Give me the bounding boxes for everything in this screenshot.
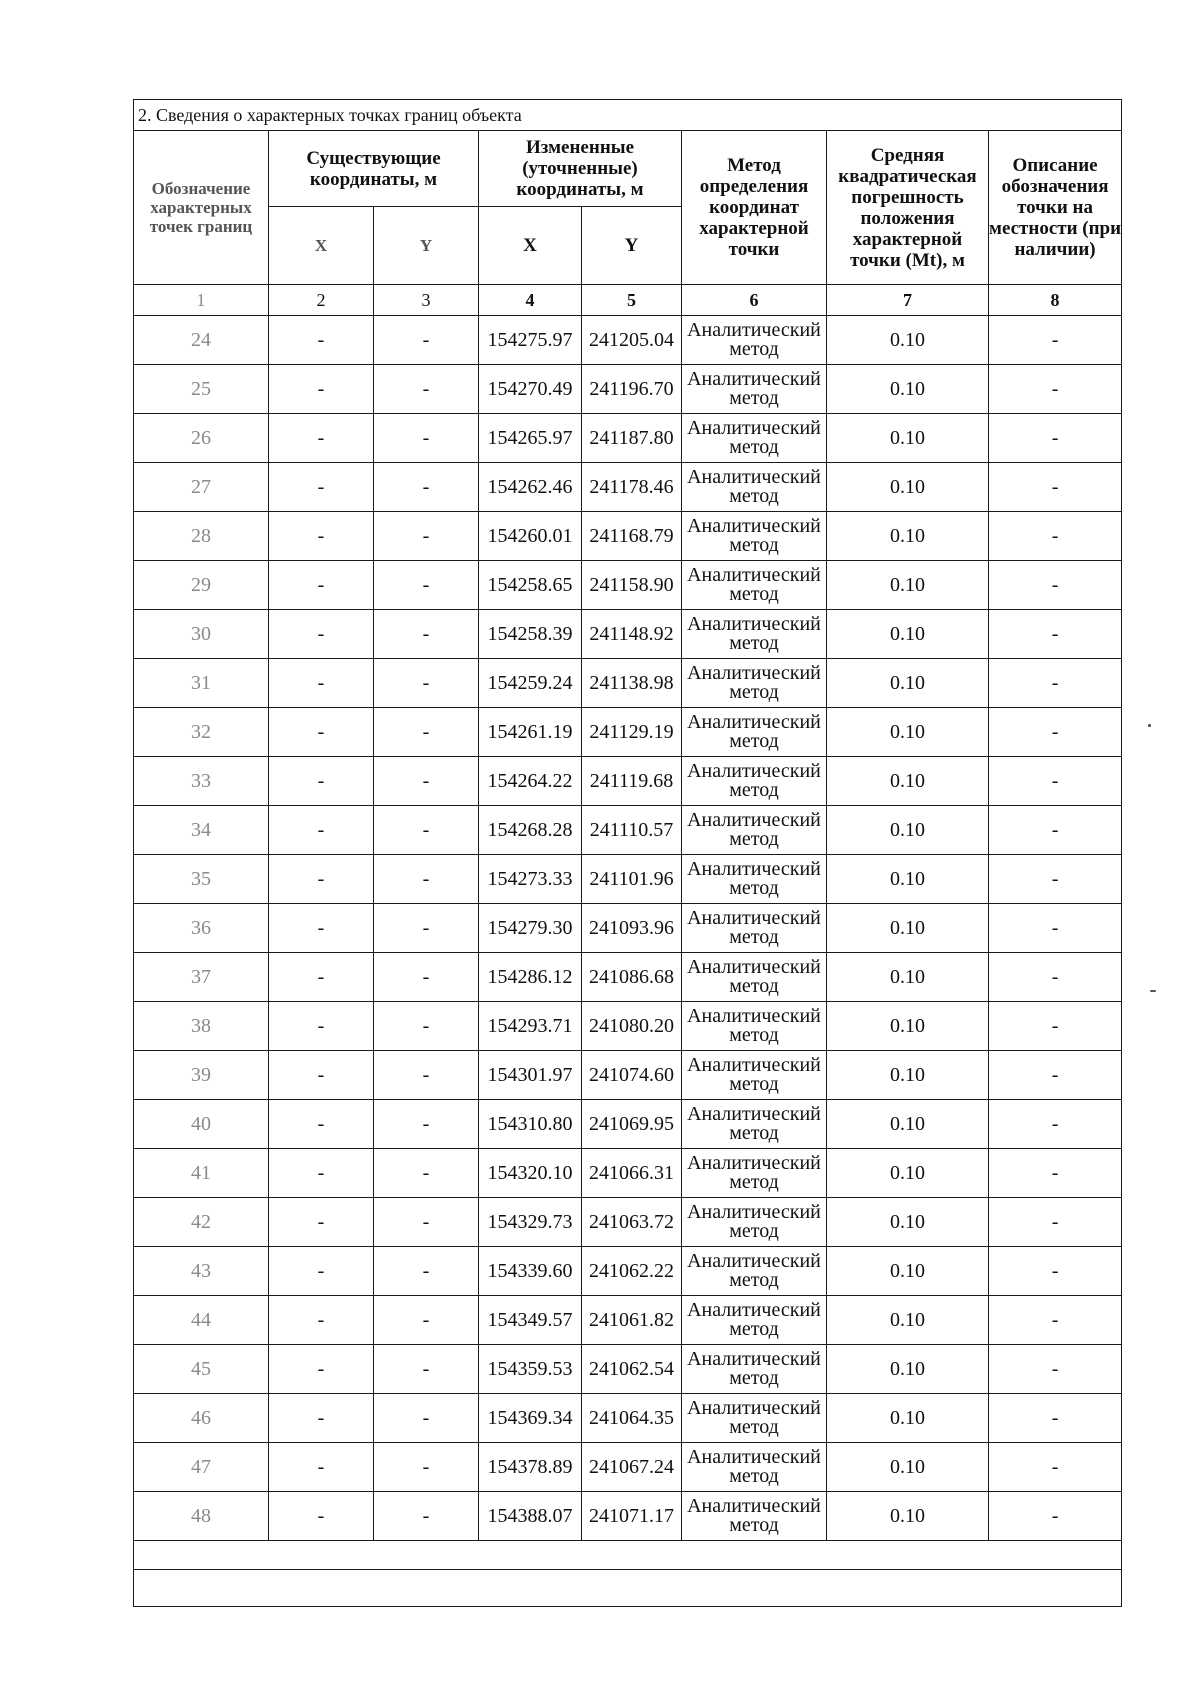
column-number: 3 [374, 285, 479, 316]
cell-existing-y: - [374, 512, 479, 561]
cell-changed-y: 241101.96 [582, 855, 682, 904]
cell-error: 0.10 [827, 512, 989, 561]
cell-changed-y: 241158.90 [582, 561, 682, 610]
cell-existing-x: - [269, 1247, 374, 1296]
cell-existing-y: - [374, 659, 479, 708]
cell-changed-y: 241187.80 [582, 414, 682, 463]
cell-changed-x: 154378.89 [479, 1443, 582, 1492]
cell-point-number: 34 [134, 806, 269, 855]
cell-existing-x: - [269, 855, 374, 904]
cell-point-number: 37 [134, 953, 269, 1002]
cell-changed-y: 241064.35 [582, 1394, 682, 1443]
cell-description: - [989, 1149, 1122, 1198]
cell-point-number: 47 [134, 1443, 269, 1492]
cell-method: Аналитический метод [682, 806, 827, 855]
cell-method: Аналитический метод [682, 1051, 827, 1100]
cell-method: Аналитический метод [682, 463, 827, 512]
cell-method: Аналитический метод [682, 659, 827, 708]
cell-method: Аналитический метод [682, 1100, 827, 1149]
cell-changed-x: 154261.19 [479, 708, 582, 757]
cell-method: Аналитический метод [682, 708, 827, 757]
table-row [134, 953, 1122, 1002]
cell-description: - [989, 806, 1122, 855]
table-row [134, 414, 1122, 463]
cell-existing-x: - [269, 659, 374, 708]
cell-error: 0.10 [827, 953, 989, 1002]
cell-changed-y: 241110.57 [582, 806, 682, 855]
cell-existing-y: - [374, 1100, 479, 1149]
cell-method: Аналитический метод [682, 561, 827, 610]
cell-error: 0.10 [827, 463, 989, 512]
cell-existing-y: - [374, 904, 479, 953]
cell-changed-y: 241129.19 [582, 708, 682, 757]
cell-description: - [989, 1296, 1122, 1345]
table-row [134, 1247, 1122, 1296]
cell-changed-y: 241178.46 [582, 463, 682, 512]
cell-description: - [989, 1002, 1122, 1051]
cell-error: 0.10 [827, 757, 989, 806]
header-existing-y: Y [374, 207, 479, 285]
cell-existing-y: - [374, 757, 479, 806]
cell-changed-y: 241062.22 [582, 1247, 682, 1296]
table-row [134, 1002, 1122, 1051]
cell-changed-y: 241086.68 [582, 953, 682, 1002]
cell-description: - [989, 708, 1122, 757]
cell-changed-y: 241148.92 [582, 610, 682, 659]
cell-description: - [989, 1198, 1122, 1247]
cell-method: Аналитический метод [682, 1198, 827, 1247]
cell-point-number: 39 [134, 1051, 269, 1100]
table-row [134, 1443, 1122, 1492]
cell-error: 0.10 [827, 316, 989, 365]
cell-changed-y: 241061.82 [582, 1296, 682, 1345]
cell-existing-y: - [374, 855, 479, 904]
cell-description: - [989, 463, 1122, 512]
cell-existing-x: - [269, 316, 374, 365]
cell-changed-y: 241138.98 [582, 659, 682, 708]
boundary-points-table [133, 99, 1122, 1607]
cell-description: - [989, 855, 1122, 904]
cell-changed-x: 154268.28 [479, 806, 582, 855]
cell-existing-y: - [374, 414, 479, 463]
cell-existing-x: - [269, 561, 374, 610]
cell-existing-x: - [269, 463, 374, 512]
cell-existing-y: - [374, 1198, 479, 1247]
cell-error: 0.10 [827, 610, 989, 659]
cell-description: - [989, 316, 1122, 365]
table-row [134, 1051, 1122, 1100]
table-row [134, 806, 1122, 855]
cell-changed-x: 154279.30 [479, 904, 582, 953]
cell-changed-x: 154273.33 [479, 855, 582, 904]
cell-existing-x: - [269, 1345, 374, 1394]
column-number: 7 [827, 285, 989, 316]
cell-method: Аналитический метод [682, 414, 827, 463]
cell-changed-x: 154286.12 [479, 953, 582, 1002]
cell-changed-x: 154264.22 [479, 757, 582, 806]
cell-method: Аналитический метод [682, 757, 827, 806]
cell-method: Аналитический метод [682, 1394, 827, 1443]
cell-existing-y: - [374, 1394, 479, 1443]
cell-error: 0.10 [827, 1051, 989, 1100]
cell-point-number: 24 [134, 316, 269, 365]
cell-description: - [989, 512, 1122, 561]
table-row [134, 1296, 1122, 1345]
header-error: Средняя квадратическая погрешность положения характерной точки (Mt), м [827, 131, 989, 285]
cell-changed-x: 154369.34 [479, 1394, 582, 1443]
cell-existing-y: - [374, 463, 479, 512]
cell-existing-x: - [269, 1002, 374, 1051]
cell-description: - [989, 1051, 1122, 1100]
cell-error: 0.10 [827, 1394, 989, 1443]
cell-changed-y: 241168.79 [582, 512, 682, 561]
cell-method: Аналитический метод [682, 1296, 827, 1345]
cell-existing-x: - [269, 1051, 374, 1100]
table-row [134, 1149, 1122, 1198]
cell-changed-x: 154388.07 [479, 1492, 582, 1541]
cell-changed-y: 241063.72 [582, 1198, 682, 1247]
table-row [134, 610, 1122, 659]
header-changed-y: Y [582, 207, 682, 285]
cell-error: 0.10 [827, 1247, 989, 1296]
table-row [134, 757, 1122, 806]
spacer-cell [134, 1570, 1122, 1607]
table-row [134, 855, 1122, 904]
cell-description: - [989, 757, 1122, 806]
cell-point-number: 38 [134, 1002, 269, 1051]
cell-changed-x: 154262.46 [479, 463, 582, 512]
cell-existing-x: - [269, 1149, 374, 1198]
cell-error: 0.10 [827, 806, 989, 855]
column-number: 5 [582, 285, 682, 316]
cell-description: - [989, 365, 1122, 414]
cell-point-number: 45 [134, 1345, 269, 1394]
cell-method: Аналитический метод [682, 316, 827, 365]
cell-changed-x: 154258.65 [479, 561, 582, 610]
table-row [134, 904, 1122, 953]
cell-existing-x: - [269, 1492, 374, 1541]
table-row [134, 1394, 1122, 1443]
cell-changed-x: 154320.10 [479, 1149, 582, 1198]
cell-existing-x: - [269, 708, 374, 757]
cell-changed-x: 154258.39 [479, 610, 582, 659]
cell-existing-x: - [269, 757, 374, 806]
table-row [134, 512, 1122, 561]
boundary-points-sheet [133, 99, 1121, 1607]
cell-changed-y: 241071.17 [582, 1492, 682, 1541]
cell-error: 0.10 [827, 561, 989, 610]
cell-point-number: 43 [134, 1247, 269, 1296]
cell-existing-x: - [269, 1100, 374, 1149]
table-row [134, 1492, 1122, 1541]
cell-existing-y: - [374, 953, 479, 1002]
cell-method: Аналитический метод [682, 610, 827, 659]
cell-changed-y: 241080.20 [582, 1002, 682, 1051]
cell-error: 0.10 [827, 1198, 989, 1247]
table-row [134, 1198, 1122, 1247]
cell-point-number: 42 [134, 1198, 269, 1247]
cell-error: 0.10 [827, 1345, 989, 1394]
cell-existing-y: - [374, 1443, 479, 1492]
cell-existing-y: - [374, 1345, 479, 1394]
cell-description: - [989, 1394, 1122, 1443]
cell-existing-y: - [374, 365, 479, 414]
cell-changed-x: 154259.24 [479, 659, 582, 708]
cell-changed-x: 154310.80 [479, 1100, 582, 1149]
cell-point-number: 32 [134, 708, 269, 757]
cell-description: - [989, 1492, 1122, 1541]
cell-existing-y: - [374, 561, 479, 610]
cell-changed-y: 241066.31 [582, 1149, 682, 1198]
cell-method: Аналитический метод [682, 953, 827, 1002]
cell-changed-y: 241093.96 [582, 904, 682, 953]
cell-error: 0.10 [827, 855, 989, 904]
cell-existing-x: - [269, 365, 374, 414]
cell-existing-y: - [374, 610, 479, 659]
header-description: Описание обозначения точки на местности (при наличии) [989, 131, 1122, 285]
cell-description: - [989, 610, 1122, 659]
cell-point-number: 44 [134, 1296, 269, 1345]
cell-point-number: 30 [134, 610, 269, 659]
cell-changed-x: 154329.73 [479, 1198, 582, 1247]
cell-description: - [989, 1443, 1122, 1492]
cell-changed-y: 241074.60 [582, 1051, 682, 1100]
cell-changed-x: 154301.97 [479, 1051, 582, 1100]
cell-existing-x: - [269, 1296, 374, 1345]
cell-method: Аналитический метод [682, 1247, 827, 1296]
cell-point-number: 46 [134, 1394, 269, 1443]
cell-changed-x: 154275.97 [479, 316, 582, 365]
header-changed-coordinates: Измененные (уточненные) координаты, м [479, 131, 682, 207]
cell-description: - [989, 659, 1122, 708]
cell-method: Аналитический метод [682, 1492, 827, 1541]
cell-changed-y: 241062.54 [582, 1345, 682, 1394]
header-changed-x: X [479, 207, 582, 285]
column-numbers-row [134, 285, 1122, 316]
cell-existing-y: - [374, 1492, 479, 1541]
cell-existing-y: - [374, 1002, 479, 1051]
cell-description: - [989, 1100, 1122, 1149]
cell-existing-y: - [374, 806, 479, 855]
cell-description: - [989, 1345, 1122, 1394]
cell-changed-x: 154349.57 [479, 1296, 582, 1345]
table-caption: 2. Сведения о характерных точках границ объекта [134, 100, 1122, 131]
cell-existing-x: - [269, 512, 374, 561]
cell-existing-y: - [374, 1051, 479, 1100]
cell-changed-x: 154359.53 [479, 1345, 582, 1394]
column-number: 4 [479, 285, 582, 316]
header-designation: Обозначение характерных точек границ [134, 131, 269, 285]
cell-method: Аналитический метод [682, 1149, 827, 1198]
cell-error: 0.10 [827, 365, 989, 414]
column-number: 2 [269, 285, 374, 316]
table-row [134, 365, 1122, 414]
cell-existing-x: - [269, 1198, 374, 1247]
cell-existing-y: - [374, 1247, 479, 1296]
cell-description: - [989, 1247, 1122, 1296]
cell-existing-y: - [374, 708, 479, 757]
cell-method: Аналитический метод [682, 365, 827, 414]
cell-existing-y: - [374, 316, 479, 365]
cell-existing-x: - [269, 904, 374, 953]
cell-changed-y: 241205.04 [582, 316, 682, 365]
cell-point-number: 31 [134, 659, 269, 708]
table-row [134, 1100, 1122, 1149]
scan-speck [1148, 724, 1151, 727]
cell-existing-x: - [269, 953, 374, 1002]
cell-error: 0.10 [827, 414, 989, 463]
cell-changed-x: 154270.49 [479, 365, 582, 414]
cell-point-number: 33 [134, 757, 269, 806]
spacer-row [134, 1541, 1122, 1570]
cell-description: - [989, 561, 1122, 610]
cell-error: 0.10 [827, 708, 989, 757]
cell-point-number: 25 [134, 365, 269, 414]
cell-changed-y: 241067.24 [582, 1443, 682, 1492]
cell-method: Аналитический метод [682, 1345, 827, 1394]
header-existing-x: X [269, 207, 374, 285]
cell-point-number: 40 [134, 1100, 269, 1149]
cell-method: Аналитический метод [682, 1443, 827, 1492]
cell-existing-x: - [269, 414, 374, 463]
column-number: 8 [989, 285, 1122, 316]
cell-error: 0.10 [827, 1100, 989, 1149]
cell-error: 0.10 [827, 1443, 989, 1492]
cell-method: Аналитический метод [682, 1002, 827, 1051]
cell-description: - [989, 904, 1122, 953]
cell-point-number: 29 [134, 561, 269, 610]
cell-description: - [989, 414, 1122, 463]
header-existing-coordinates: Существующие координаты, м [269, 131, 479, 207]
cell-changed-y: 241069.95 [582, 1100, 682, 1149]
spacer-cell [134, 1541, 1122, 1570]
cell-changed-x: 154260.01 [479, 512, 582, 561]
cell-changed-x: 154339.60 [479, 1247, 582, 1296]
table-row [134, 316, 1122, 365]
cell-changed-y: 241119.68 [582, 757, 682, 806]
spacer-row [134, 1570, 1122, 1607]
table-row [134, 561, 1122, 610]
scan-speck [1150, 990, 1156, 992]
table-row [134, 463, 1122, 512]
cell-error: 0.10 [827, 904, 989, 953]
cell-description: - [989, 953, 1122, 1002]
column-number: 1 [134, 285, 269, 316]
cell-point-number: 41 [134, 1149, 269, 1198]
column-number: 6 [682, 285, 827, 316]
cell-changed-x: 154293.71 [479, 1002, 582, 1051]
table-row [134, 659, 1122, 708]
cell-point-number: 35 [134, 855, 269, 904]
cell-point-number: 48 [134, 1492, 269, 1541]
cell-error: 0.10 [827, 659, 989, 708]
cell-existing-x: - [269, 1443, 374, 1492]
cell-existing-y: - [374, 1149, 479, 1198]
cell-method: Аналитический метод [682, 904, 827, 953]
cell-method: Аналитический метод [682, 512, 827, 561]
cell-error: 0.10 [827, 1492, 989, 1541]
cell-point-number: 28 [134, 512, 269, 561]
table-row [134, 1345, 1122, 1394]
cell-existing-x: - [269, 610, 374, 659]
cell-changed-y: 241196.70 [582, 365, 682, 414]
cell-point-number: 36 [134, 904, 269, 953]
cell-existing-y: - [374, 1296, 479, 1345]
cell-changed-x: 154265.97 [479, 414, 582, 463]
cell-existing-x: - [269, 806, 374, 855]
cell-error: 0.10 [827, 1002, 989, 1051]
cell-existing-x: - [269, 1394, 374, 1443]
table-row [134, 708, 1122, 757]
cell-error: 0.10 [827, 1149, 989, 1198]
cell-error: 0.10 [827, 1296, 989, 1345]
header-method: Метод определения координат характерной точки [682, 131, 827, 285]
cell-point-number: 27 [134, 463, 269, 512]
cell-method: Аналитический метод [682, 855, 827, 904]
cell-point-number: 26 [134, 414, 269, 463]
